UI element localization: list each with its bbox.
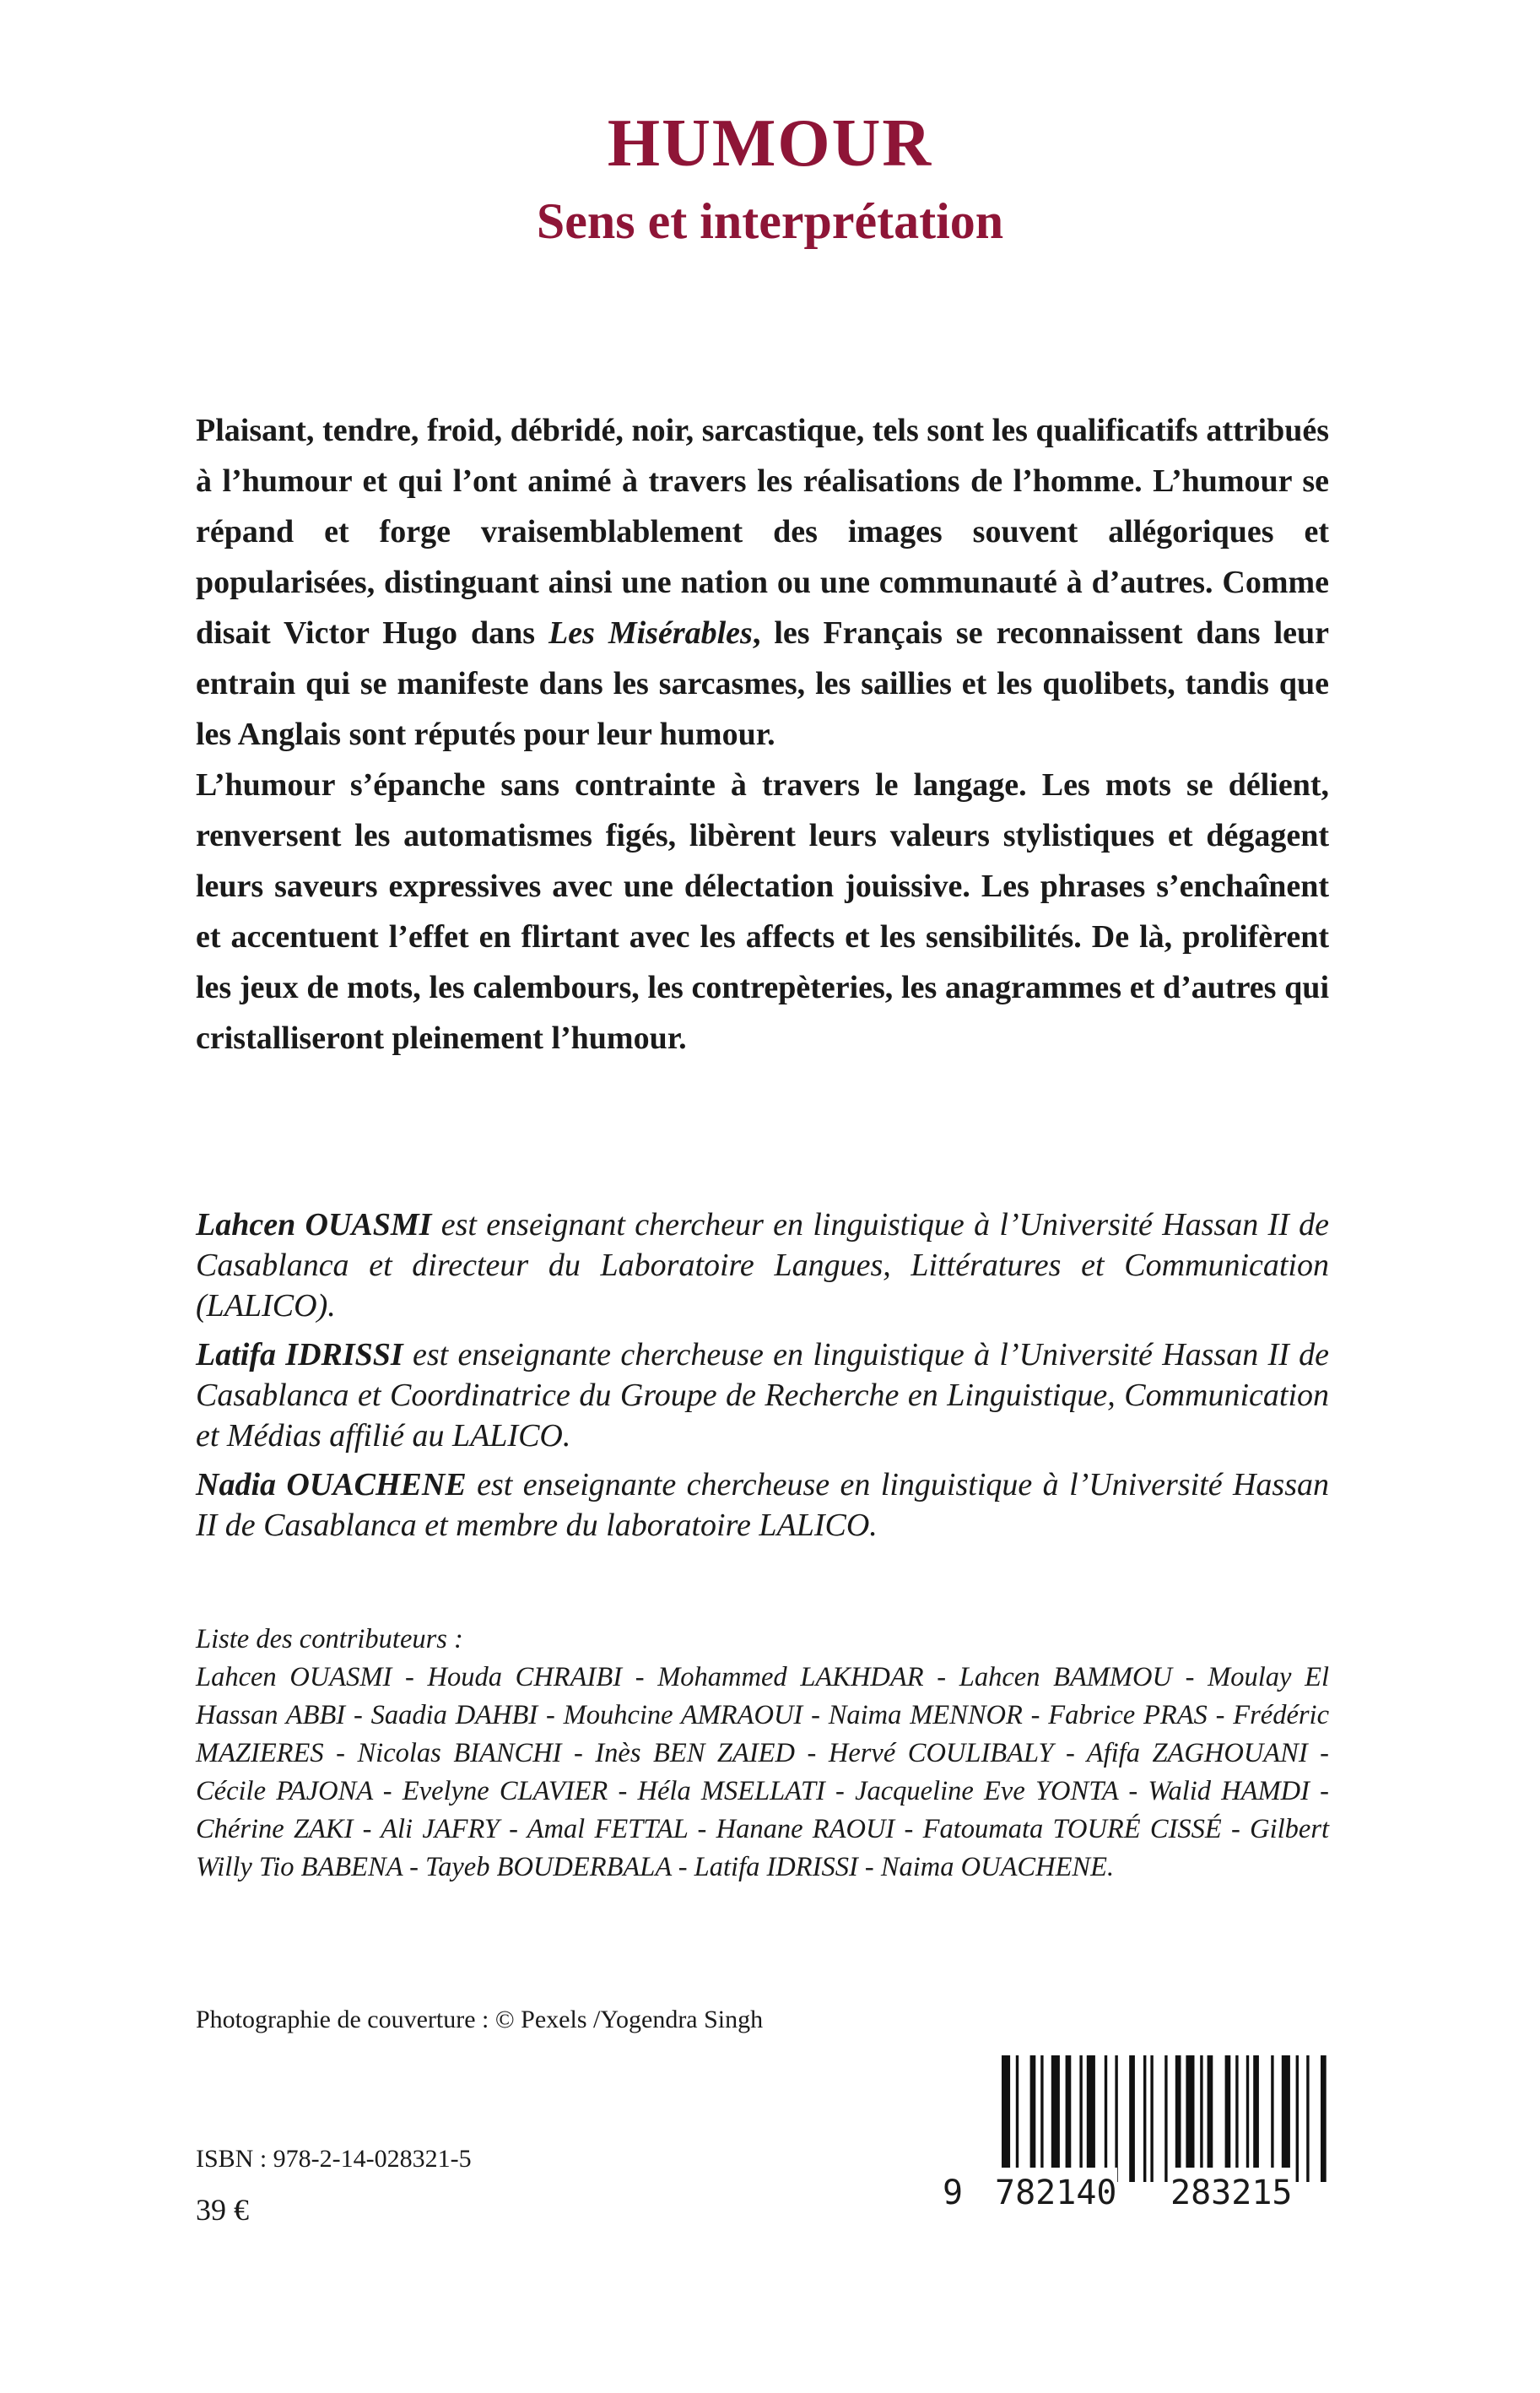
barcode-bar (1235, 2055, 1238, 2182)
barcode-bar (1066, 2055, 1072, 2182)
barcode-bar (1030, 2055, 1036, 2182)
barcode-bar (1175, 2055, 1181, 2182)
barcode-bar (1253, 2055, 1259, 2182)
barcode-bar (1186, 2055, 1194, 2182)
barcode-bar (1246, 2055, 1249, 2182)
author-bio (196, 1464, 1329, 1546)
barcode-bar (1164, 2055, 1167, 2182)
barcode-bar (1040, 2055, 1043, 2182)
barcode-bar (1143, 2055, 1146, 2182)
barcode (943, 2055, 1329, 2250)
author-name: Latifa IDRISSI (196, 1337, 403, 1372)
barcode-digit-group: 9 (943, 2168, 963, 2218)
blurb-text: , les Français se reconnaissent dans leur entrain qui se manifeste dans les sarcasmes, les saillies et les quolibets, tandis que les Anglais sont réputés pour leur humour. (196, 615, 1329, 752)
barcode-bar (1051, 2055, 1060, 2182)
barcode-bar (1306, 2055, 1309, 2182)
barcode-digit-group: 283215 (1170, 2168, 1293, 2218)
blurb-text: Plaisant, tendre, froid, débridé, noir, sarcastique, tels sont les qualificatifs attribués à l’humour et qui l’ont animé à travers les réalisations de l’homme. L’humour se répand et forge vraisemblablement des images souvent allégoriques et popularisées, distinguant ainsi une nation ou une communauté à d’autres. Comme disait Victor Hugo dans (196, 413, 1329, 651)
barcode-bar (1271, 2055, 1273, 2182)
price: 39 € (196, 2193, 249, 2227)
work-title: Les Misérables (548, 615, 753, 651)
barcode-bar (1150, 2055, 1153, 2182)
photo-credit: Photographie de couverture : © Pexels /Yogendra Singh (196, 2006, 764, 2033)
contributors-list: Lahcen OUASMI - Houda CHRAIBI - Mohammed LAKHDAR - Lahcen BAMMOU - Moulay El Hassan ABBI - Saadia DAHBI - Mouhcine AMRAOUI - Naima MENNOR - Fabrice PRAS - Frédéric MAZIERES - Nicolas BIANCHI - Inès BEN ZAIED - Hervé COULIBALY - Afifa ZAGHOUANI - Cécile PAJONA - Evelyne CLAVIER - Héla MSELLATI - Jacqueline Eve YONTA - Walid HAMDI - Chérine ZAKI - Ali JAFRY - Amal FETTAL - Hanane RAOUI - Fatoumata TOURÉ CISSÉ - Gilbert Willy Tio BABENA - Tayeb BOUDERBALA - Latifa IDRISSI - Naima OUACHENE. (196, 1662, 1329, 1882)
barcode-digits (943, 2168, 1329, 2218)
author-bio (196, 1205, 1329, 1326)
barcode-bar (1129, 2055, 1135, 2182)
barcode-bar (1321, 2055, 1327, 2182)
barcode-bar (1115, 2055, 1117, 2182)
isbn: ISBN : 978-2-14-028321-5 (196, 2145, 472, 2173)
author-name: Nadia OUACHENE (196, 1467, 467, 1502)
blurb-paragraph-1 (196, 405, 1329, 760)
book-subtitle: Sens et interprétation (536, 193, 1004, 249)
author-name: Lahcen OUASMI (196, 1207, 432, 1243)
barcode-bar (1087, 2055, 1095, 2182)
author-bios (196, 1205, 1329, 1554)
barcode-bar (1296, 2055, 1299, 2182)
barcode-bar (1282, 2055, 1290, 2182)
blurb (196, 405, 1329, 1064)
contributors (196, 1621, 1329, 1887)
barcode-digit-group: 782140 (995, 2168, 1117, 2218)
barcode-bar (1200, 2055, 1202, 2182)
author-bio (196, 1335, 1329, 1456)
blurb-paragraph-2: L’humour s’épanche sans contrainte à travers le langage. Les mots se délient, renversent les automatismes figés, libèrent leurs valeurs stylistiques et dégagent leurs saveurs expressives avec une délectation jouissive. Les phrases s’enchaînent et accentuent l’effet en flirtant avec les affects et les sensibilités. De là, prolifèrent les jeux de mots, les calembours, les contrepèteries, les anagrammes et d’autres qui cristalliseront pleinement l’humour. (196, 767, 1329, 1056)
contributors-heading: Liste des contributeurs : (196, 1624, 463, 1654)
barcode-bar (1105, 2055, 1107, 2182)
author-bio-text: est enseignant chercheur en linguistique à l’Université Hassan II de Casablanca et directeur du Laboratoire Langues, Littératures et Communication (LALICO). (196, 1207, 1330, 1324)
barcode-bar (1079, 2055, 1082, 2182)
barcode-bar (1208, 2055, 1213, 2182)
book-title: HUMOUR (607, 106, 933, 181)
barcode-bars (943, 2055, 1329, 2250)
author-bio-text: est enseignante chercheuse en linguistique à l’Université Hassan II de Casablanca et Coordinatrice du Groupe de Recherche en Linguistique, Communication et Médias affilié au LALICO. (196, 1337, 1330, 1454)
author-bio-text: est enseignante chercheuse en linguistique à l’Université Hassan II de Casablanca et membre du laboratoire LALICO. (196, 1467, 1329, 1543)
